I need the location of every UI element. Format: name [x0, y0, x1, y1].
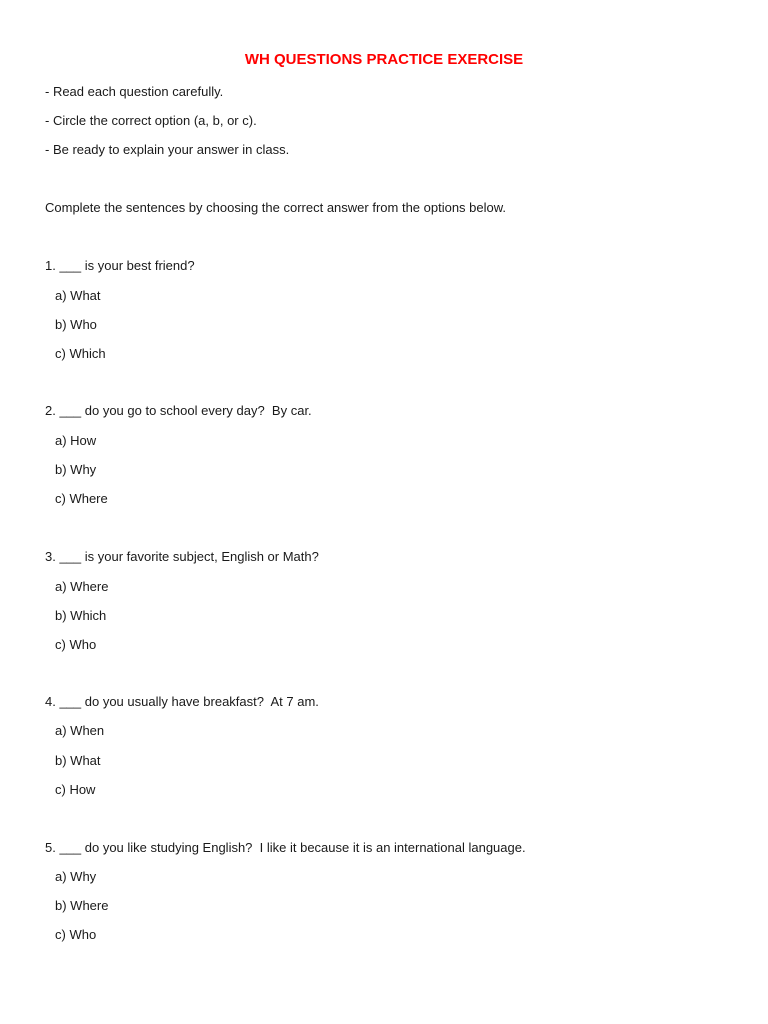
question-3: 3. ___ is your favorite subject, English or Math? — [45, 549, 319, 564]
question-1-option-b[interactable]: b) Who — [55, 317, 97, 332]
question-3-option-c[interactable]: c) Who — [55, 637, 97, 652]
question-1-option-a[interactable]: a) What — [55, 288, 101, 303]
question-2: 2. ___ do you go to school every day? By car. — [45, 403, 312, 418]
instruction-3: - Be ready to explain your answer in class. — [45, 142, 290, 157]
directions-text: Complete the sentences by choosing the correct answer from the options below. — [45, 200, 507, 215]
instruction-2: - Circle the correct option (a, b, or c). — [45, 113, 257, 128]
question-3-option-b[interactable]: b) Which — [55, 608, 107, 623]
question-2-option-b[interactable]: b) Why — [55, 462, 97, 477]
question-2-option-c[interactable]: c) Where — [55, 491, 108, 506]
question-1: 1. ___ is your best friend? — [45, 258, 195, 273]
question-5-option-b[interactable]: b) Where — [55, 898, 109, 913]
question-4-option-b[interactable]: b) What — [55, 753, 101, 768]
question-3-option-a[interactable]: a) Where — [55, 579, 109, 594]
instruction-1: - Read each question carefully. — [45, 84, 224, 99]
question-4: 4. ___ do you usually have breakfast? At 7 am. — [45, 694, 319, 709]
question-4-option-c[interactable]: c) How — [55, 782, 96, 797]
question-5: 5. ___ do you like studying English? I like it because it is an international language. — [45, 840, 526, 855]
question-5-option-a[interactable]: a) Why — [55, 869, 97, 884]
question-1-option-c[interactable]: c) Which — [55, 346, 106, 361]
question-2-option-a[interactable]: a) How — [55, 433, 97, 448]
question-5-option-c[interactable]: c) Who — [55, 927, 97, 942]
question-4-option-a[interactable]: a) When — [55, 723, 105, 738]
page-title: WH QUESTIONS PRACTICE EXERCISE — [244, 51, 524, 68]
